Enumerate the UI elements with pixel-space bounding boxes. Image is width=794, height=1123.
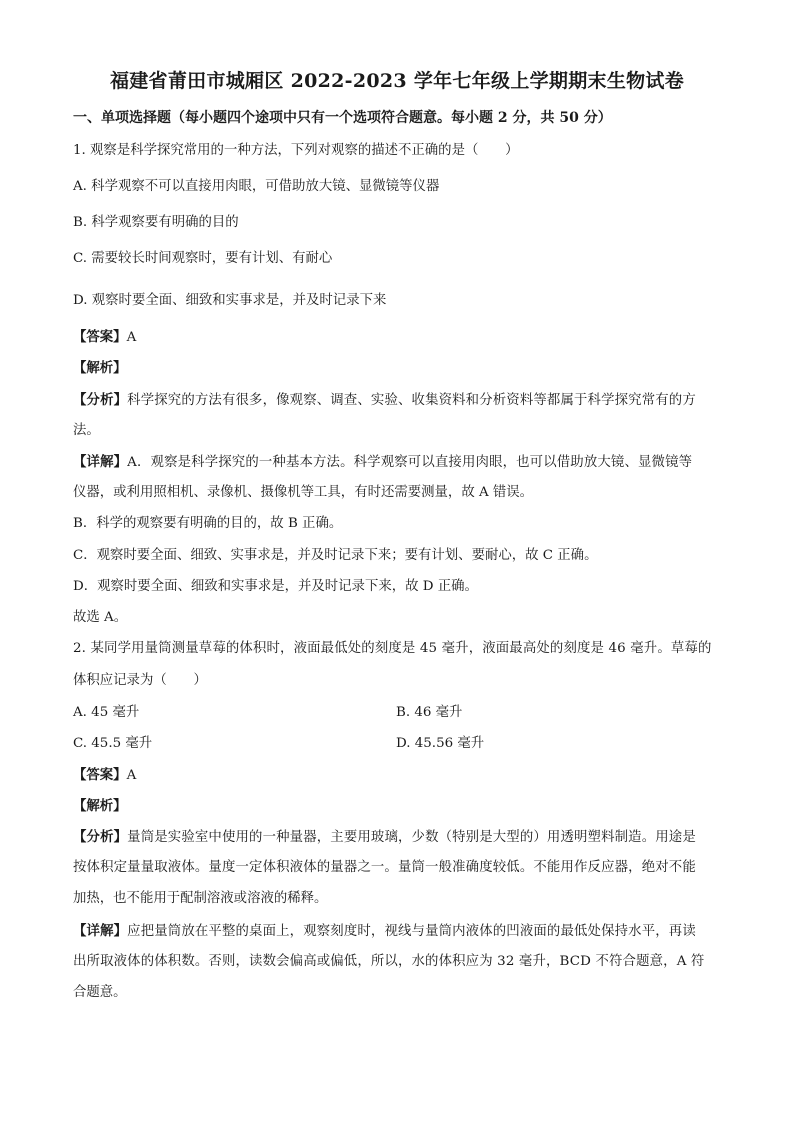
question-1-analysis-tag <box>73 358 723 379</box>
question-1-xiangjie-line-3: B．科学的观察要有明确的目的，故 B 正确。 <box>73 516 343 531</box>
question-2-stem-line-1: 2. 某同学用量筒测量草莓的体积时，液面最低处的刻度是 45 毫升，液面最高处的刻度是 46 毫升。草莓的 <box>73 641 712 656</box>
analysis-tag: 【解析】 <box>73 798 127 814</box>
question-2-option-d: D. 45.56 毫升 <box>396 736 485 751</box>
analysis-tag: 【解析】 <box>73 360 127 376</box>
question-1-xiangjie-line-4: C．观察时要全面、细致、实事求是，并及时记录下来；要有计划、要耐心，故 C 正确。 <box>73 548 598 563</box>
xiangjie-tag: 【详解】 <box>73 923 128 939</box>
question-1-option-b: B. 科学观察要有明确的目的 <box>73 215 239 230</box>
question-2-fenxi-line-3: 加热，也不能用于配制溶液或溶液的稀释。 <box>73 891 328 906</box>
xiangjie-text: 应把量筒放在平整的桌面上，观察刻度时，视线与量筒内液体的凹液面的最低处保持水平，再读 <box>127 924 696 939</box>
fenxi-text: 科学探究的方法有很多，像观察、调查、实验、收集资料和分析资料等都属于科学探究常有的方 <box>127 393 696 408</box>
question-1-xiangjie-line-2: 仪器，或利用照相机、录像机、摄像机等工具，有时还需要测量，故 A 错误。 <box>73 485 534 500</box>
question-1-option-d: D. 观察时要全面、细致和实事求是，并及时记录下来 <box>73 293 387 308</box>
answer-value: A <box>126 768 137 783</box>
question-1-option-c: C. 需要较长时间观察时，要有计划、有耐心 <box>73 251 333 266</box>
question-1-fenxi-line-2: 法。 <box>73 423 100 438</box>
question-1-stem: 1. 观察是科学探究常用的一种方法，下列对观察的描述不正确的是（ ） <box>73 143 519 158</box>
question-2-stem-line-2: 体积应记录为（ ） <box>73 673 207 688</box>
question-2-xiangjie-line-1 <box>73 921 723 942</box>
question-2-answer <box>73 765 723 786</box>
question-1-answer <box>73 327 723 348</box>
question-2-xiangjie-line-2: 出所取液体的体积数。否则，读数会偏高或偏低，所以，水的体积应为 32 毫升，BCD 不符合题意，A 符 <box>73 954 705 969</box>
fenxi-text: 量筒是实验室中使用的一种量器，主要用玻璃，少数（特别是大型的）用透明塑料制造。用途是 <box>127 830 696 845</box>
question-1-option-a: A. 科学观察不可以直接用肉眼，可借助放大镜、显微镜等仪器 <box>73 179 440 194</box>
question-2-analysis-tag <box>73 796 723 817</box>
answer-tag: 【答案】 <box>73 329 127 345</box>
xiangjie-tag: 【详解】 <box>73 454 128 470</box>
question-2-option-c: C. 45.5 毫升 <box>73 736 153 751</box>
section-heading: 一、单项选择题（每小题四个途项中只有一个选项符合题意。每小题 2 分，共 50 分） <box>73 110 612 126</box>
question-2-xiangjie-line-3: 合题意。 <box>73 985 127 1000</box>
xiangjie-text: A．观察是科学探究的一种基本方法。科学观察可以直接用肉眼，也可以借助放大镜、显微镜等 <box>127 455 693 470</box>
answer-tag: 【答案】 <box>73 767 127 783</box>
answer-value: A <box>126 330 137 345</box>
question-1-fenxi-line-1 <box>73 390 723 411</box>
question-1-xiangjie-line-1 <box>73 452 723 473</box>
fenxi-tag: 【分析】 <box>73 392 128 408</box>
question-1-xiangjie-line-5: D．观察时要全面、细致和实事求是，并及时记录下来，故 D 正确。 <box>73 579 478 594</box>
question-2-option-a: A. 45 毫升 <box>73 705 140 720</box>
page-title: 福建省莆田市城厢区 2022-2023 学年七年级上学期期末生物试卷 <box>109 70 685 92</box>
question-2-option-b: B. 46 毫升 <box>396 705 463 720</box>
question-1-conclusion: 故选 A。 <box>73 610 128 625</box>
question-2-fenxi-line-1 <box>73 827 723 848</box>
fenxi-tag: 【分析】 <box>73 829 128 845</box>
question-2-fenxi-line-2: 按体积定量量取液体。量度一定体积液体的量器之一。量筒一般准确度较低。不能用作反应器，绝对不能 <box>73 860 696 875</box>
